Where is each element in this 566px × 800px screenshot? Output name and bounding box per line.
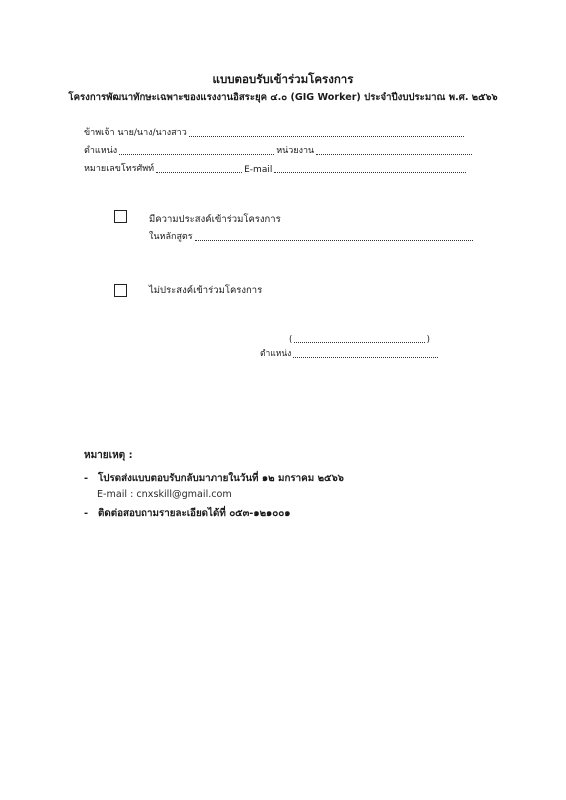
note-item-2-text: ติดต่อสอบถามรายละเอียดได้ที่ ๐๕๓-๑๒๑๐๐๑ <box>98 508 291 519</box>
email-label: E-mail <box>244 165 273 175</box>
agency-label: หน่วยงาน <box>276 146 315 156</box>
note-item-1-text: โปรดส่งแบบตอบรับกลับมาภายในวันที่ ๑๒ มกราคม ๒๕๖๖ <box>98 473 344 484</box>
bullet-dash: - <box>84 508 89 519</box>
email-field[interactable] <box>274 169 466 173</box>
contact-email: E-mail : cnxskill@gmail.com <box>97 489 232 500</box>
phone-email-row <box>84 161 468 175</box>
name-field[interactable] <box>189 133 464 137</box>
decline-checkbox[interactable] <box>114 284 127 297</box>
decline-option-label: ไม่ประสงค์เข้าร่วมโครงการ <box>149 285 263 296</box>
signature-position-row <box>260 348 440 360</box>
position-field[interactable] <box>119 151 274 155</box>
signature-position-label: ตำแหน่ง <box>260 349 292 359</box>
signature-name-field[interactable] <box>294 339 424 343</box>
name-label: ข้าพเจ้า นาย/นาง/นางสาว <box>84 128 187 138</box>
notes-title: หมายเหตุ : <box>84 450 133 461</box>
bullet-dash: - <box>84 473 89 484</box>
phone-label: หมายเลขโทรศัพท์ <box>84 164 155 174</box>
position-label: ตำแหน่ง <box>84 146 118 156</box>
close-paren: ) <box>426 335 430 345</box>
course-field[interactable] <box>195 237 473 241</box>
course-row <box>149 229 475 243</box>
signature-name-row <box>289 333 430 345</box>
join-checkbox[interactable] <box>114 210 127 223</box>
signature-position-field[interactable] <box>293 354 438 358</box>
name-row <box>84 125 466 139</box>
course-label: ในหลักสูตร <box>149 232 193 242</box>
note-item-1 <box>84 471 344 486</box>
open-paren: ( <box>289 335 293 345</box>
page-title: แบบตอบรับเข้าร่วมโครงการ <box>212 72 354 86</box>
position-agency-row <box>84 143 474 157</box>
agency-field[interactable] <box>316 151 472 155</box>
project-subtitle: โครงการพัฒนาทักษะเฉพาะของแรงงานอิสระยุค ๔.๐ (GIG Worker) ประจำปีงบประมาณ พ.ศ. ๒๕๖๖ <box>68 92 498 103</box>
phone-field[interactable] <box>156 169 242 173</box>
join-option-label: มีความประสงค์เข้าร่วมโครงการ <box>149 214 281 225</box>
note-item-2 <box>84 506 290 521</box>
